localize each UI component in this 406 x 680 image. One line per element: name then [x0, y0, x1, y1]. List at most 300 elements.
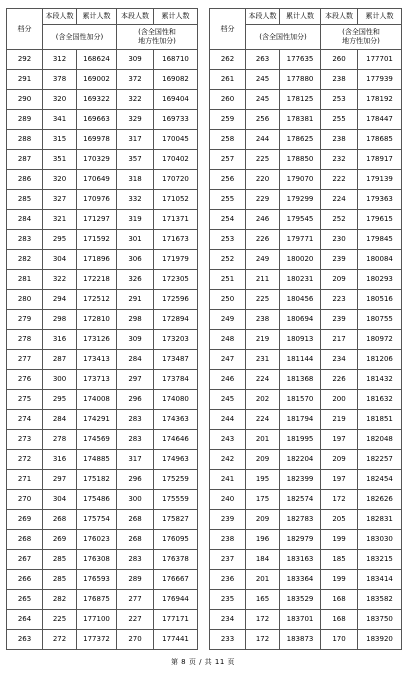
segment-count-local-cell: 226 [321, 370, 358, 390]
segment-count-local-cell: 298 [117, 310, 154, 330]
table-row [7, 570, 198, 590]
cumulative-count-cell: 182204 [280, 450, 321, 470]
score-cell: 238 [210, 530, 246, 550]
table-row [7, 630, 198, 650]
segment-count-local-cell: 301 [117, 230, 154, 250]
segment-count-local-cell: 239 [321, 310, 358, 330]
table-row [7, 410, 198, 430]
cumulative-count-local-cell: 177441 [154, 630, 198, 650]
score-cell: 279 [7, 310, 43, 330]
cumulative-count-local-cell: 171052 [154, 190, 198, 210]
segment-count-cell: 320 [43, 90, 77, 110]
segment-count-cell: 285 [43, 570, 77, 590]
score-cell: 257 [210, 150, 246, 170]
table-row [210, 50, 402, 70]
table-row [7, 430, 198, 450]
cumulative-count-local-cell: 180293 [358, 270, 402, 290]
segment-count-local-cell: 284 [117, 350, 154, 370]
segment-count-local-cell: 332 [117, 190, 154, 210]
cumulative-count-cell: 171592 [77, 230, 117, 250]
header-note-national-local [321, 25, 402, 50]
segment-count-local-cell: 255 [321, 110, 358, 130]
segment-count-cell: 282 [43, 590, 77, 610]
segment-count-cell: 316 [43, 330, 77, 350]
table-row [7, 370, 198, 390]
segment-count-local-cell: 224 [321, 190, 358, 210]
cumulative-count-local-cell: 172894 [154, 310, 198, 330]
header-segment-count: 本段人数 [117, 9, 154, 25]
header-cumulative-count: 累计人数 [358, 9, 402, 25]
score-cell: 287 [7, 150, 43, 170]
cumulative-count-cell: 177880 [280, 70, 321, 90]
segment-count-cell: 295 [43, 230, 77, 250]
segment-count-local-cell: 222 [321, 170, 358, 190]
cumulative-count-cell: 178625 [280, 130, 321, 150]
segment-count-cell: 312 [43, 50, 77, 70]
cumulative-count-cell: 176593 [77, 570, 117, 590]
table-row [7, 510, 198, 530]
header-score: 档分 [210, 9, 246, 50]
cumulative-count-local-cell: 168710 [154, 50, 198, 70]
segment-count-local-cell: 309 [117, 50, 154, 70]
score-cell: 260 [210, 90, 246, 110]
header-cumulative-count: 累计人数 [77, 9, 117, 25]
score-cell: 241 [210, 470, 246, 490]
cumulative-count-cell: 174008 [77, 390, 117, 410]
cumulative-count-cell: 179299 [280, 190, 321, 210]
cumulative-count-local-cell: 182454 [358, 470, 402, 490]
segment-count-local-cell: 197 [321, 470, 358, 490]
score-cell: 274 [7, 410, 43, 430]
cumulative-count-local-cell: 182626 [358, 490, 402, 510]
segment-count-cell: 196 [246, 530, 280, 550]
segment-count-cell: 294 [43, 290, 77, 310]
score-cell: 234 [210, 610, 246, 630]
cumulative-count-local-cell: 182257 [358, 450, 402, 470]
cumulative-count-cell: 176308 [77, 550, 117, 570]
score-cell: 290 [7, 90, 43, 110]
table-row [7, 150, 198, 170]
cumulative-count-local-cell: 180755 [358, 310, 402, 330]
table-row [7, 470, 198, 490]
table-row [7, 210, 198, 230]
cumulative-count-local-cell: 175827 [154, 510, 198, 530]
page-footer: 第 8 页 / 共 11 页 [170, 658, 236, 666]
header-cumulative-count: 累计人数 [280, 9, 321, 25]
segment-count-cell: 351 [43, 150, 77, 170]
score-cell: 258 [210, 130, 246, 150]
score-cell: 255 [210, 190, 246, 210]
table-row [7, 230, 198, 250]
cumulative-count-cell: 172512 [77, 290, 117, 310]
cumulative-count-local-cell: 182048 [358, 430, 402, 450]
segment-count-cell: 219 [246, 330, 280, 350]
table-row [210, 250, 402, 270]
cumulative-count-cell: 172218 [77, 270, 117, 290]
segment-count-local-cell: 238 [321, 70, 358, 90]
cumulative-count-cell: 170329 [77, 150, 117, 170]
score-table-right [209, 8, 402, 650]
cumulative-count-local-cell: 181432 [358, 370, 402, 390]
cumulative-count-cell: 179070 [280, 170, 321, 190]
score-cell: 277 [7, 350, 43, 370]
cumulative-count-cell: 178381 [280, 110, 321, 130]
cumulative-count-local-cell: 183414 [358, 570, 402, 590]
header-segment-count: 本段人数 [43, 9, 77, 25]
table-row [210, 330, 402, 350]
table-row [210, 270, 402, 290]
cumulative-count-cell: 182399 [280, 470, 321, 490]
segment-count-cell: 295 [43, 390, 77, 410]
table-row [7, 270, 198, 290]
table-row [210, 110, 402, 130]
segment-count-local-cell: 227 [117, 610, 154, 630]
table-row [210, 490, 402, 510]
score-cell: 281 [7, 270, 43, 290]
segment-count-local-cell: 199 [321, 570, 358, 590]
cumulative-count-local-cell: 181851 [358, 410, 402, 430]
table-row [7, 490, 198, 510]
segment-count-cell: 304 [43, 490, 77, 510]
cumulative-count-local-cell: 173784 [154, 370, 198, 390]
cumulative-count-cell: 183701 [280, 610, 321, 630]
segment-count-local-cell: 306 [117, 250, 154, 270]
segment-count-local-cell: 317 [117, 450, 154, 470]
cumulative-count-local-cell: 179363 [358, 190, 402, 210]
score-cell: 272 [7, 450, 43, 470]
segment-count-cell: 285 [43, 550, 77, 570]
segment-count-cell: 225 [246, 290, 280, 310]
cumulative-count-cell: 177635 [280, 50, 321, 70]
segment-count-cell: 209 [246, 450, 280, 470]
cumulative-count-cell: 182574 [280, 490, 321, 510]
cumulative-count-local-cell: 175259 [154, 470, 198, 490]
table-body-left [7, 50, 198, 650]
segment-count-local-cell: 232 [321, 150, 358, 170]
segment-count-cell: 322 [43, 270, 77, 290]
cumulative-count-local-cell: 174080 [154, 390, 198, 410]
score-cell: 237 [210, 550, 246, 570]
segment-count-local-cell: 238 [321, 130, 358, 150]
cumulative-count-cell: 182783 [280, 510, 321, 530]
cumulative-count-cell: 171896 [77, 250, 117, 270]
segment-count-local-cell: 329 [117, 110, 154, 130]
header-segment-count: 本段人数 [321, 9, 358, 25]
score-cell: 291 [7, 70, 43, 90]
segment-count-local-cell: 319 [117, 210, 154, 230]
table-body-right [210, 50, 402, 650]
segment-count-cell: 320 [43, 170, 77, 190]
cumulative-count-local-cell: 177939 [358, 70, 402, 90]
segment-count-cell: 229 [246, 190, 280, 210]
cumulative-count-local-cell: 170045 [154, 130, 198, 150]
score-cell: 245 [210, 390, 246, 410]
segment-count-local-cell: 268 [117, 510, 154, 530]
table-row [210, 210, 402, 230]
cumulative-count-local-cell: 174963 [154, 450, 198, 470]
segment-count-local-cell: 239 [321, 250, 358, 270]
segment-count-local-cell: 326 [117, 270, 154, 290]
cumulative-count-cell: 181368 [280, 370, 321, 390]
cumulative-count-cell: 177100 [77, 610, 117, 630]
header-score: 档分 [7, 9, 43, 50]
segment-count-cell: 244 [246, 130, 280, 150]
table-row [7, 110, 198, 130]
segment-count-local-cell: 209 [321, 270, 358, 290]
table-row [7, 170, 198, 190]
segment-count-local-cell: 317 [117, 130, 154, 150]
segment-count-cell: 245 [246, 90, 280, 110]
table-row [210, 70, 402, 90]
cumulative-count-local-cell: 169733 [154, 110, 198, 130]
score-cell: 276 [7, 370, 43, 390]
segment-count-local-cell: 322 [117, 90, 154, 110]
header-note-line2: 地方性加分) [342, 37, 380, 45]
cumulative-count-local-cell: 176667 [154, 570, 198, 590]
cumulative-count-cell: 173413 [77, 350, 117, 370]
table-row [7, 390, 198, 410]
table-row [7, 190, 198, 210]
cumulative-count-cell: 182979 [280, 530, 321, 550]
segment-count-local-cell: 223 [321, 290, 358, 310]
segment-count-local-cell: 197 [321, 430, 358, 450]
score-cell: 253 [210, 230, 246, 250]
table-row [210, 530, 402, 550]
segment-count-local-cell: 297 [117, 370, 154, 390]
score-cell: 244 [210, 410, 246, 430]
segment-count-cell: 184 [246, 550, 280, 570]
table-row [210, 630, 402, 650]
segment-count-cell: 195 [246, 470, 280, 490]
score-cell: 278 [7, 330, 43, 350]
score-cell: 236 [210, 570, 246, 590]
segment-count-cell: 201 [246, 570, 280, 590]
segment-count-cell: 256 [246, 110, 280, 130]
segment-count-local-cell: 318 [117, 170, 154, 190]
score-cell: 270 [7, 490, 43, 510]
table-row [210, 350, 402, 370]
segment-count-local-cell: 357 [117, 150, 154, 170]
score-cell: 252 [210, 250, 246, 270]
cumulative-count-local-cell: 179139 [358, 170, 402, 190]
table-row [210, 390, 402, 410]
segment-count-local-cell: 291 [117, 290, 154, 310]
score-cell: 263 [7, 630, 43, 650]
table-row [7, 250, 198, 270]
cumulative-count-cell: 181144 [280, 350, 321, 370]
score-cell: 233 [210, 630, 246, 650]
segment-count-local-cell: 253 [321, 90, 358, 110]
cumulative-count-local-cell: 178917 [358, 150, 402, 170]
score-cell: 262 [210, 50, 246, 70]
segment-count-local-cell: 277 [117, 590, 154, 610]
cumulative-count-local-cell: 183215 [358, 550, 402, 570]
score-table-left [6, 8, 198, 650]
table-row [210, 370, 402, 390]
segment-count-local-cell: 172 [321, 490, 358, 510]
table-row [7, 50, 198, 70]
cumulative-count-cell: 173713 [77, 370, 117, 390]
cumulative-count-local-cell: 181632 [358, 390, 402, 410]
cumulative-count-local-cell: 169404 [154, 90, 198, 110]
table-row [7, 610, 198, 630]
table-row [210, 590, 402, 610]
score-cell: 288 [7, 130, 43, 150]
segment-count-local-cell: 209 [321, 450, 358, 470]
cumulative-count-cell: 169322 [77, 90, 117, 110]
segment-count-cell: 201 [246, 430, 280, 450]
cumulative-count-local-cell: 183750 [358, 610, 402, 630]
cumulative-count-cell: 180913 [280, 330, 321, 350]
segment-count-local-cell: 199 [321, 530, 358, 550]
cumulative-count-local-cell: 183920 [358, 630, 402, 650]
cumulative-count-cell: 181794 [280, 410, 321, 430]
segment-count-cell: 175 [246, 490, 280, 510]
segment-count-cell: 272 [43, 630, 77, 650]
cumulative-count-local-cell: 177171 [154, 610, 198, 630]
segment-count-local-cell: 252 [321, 210, 358, 230]
score-cell: 264 [7, 610, 43, 630]
cumulative-count-local-cell: 183030 [358, 530, 402, 550]
cumulative-count-cell: 168624 [77, 50, 117, 70]
score-cell: 275 [7, 390, 43, 410]
score-cell: 249 [210, 310, 246, 330]
segment-count-local-cell: 168 [321, 610, 358, 630]
table-row [210, 610, 402, 630]
cumulative-count-local-cell: 172305 [154, 270, 198, 290]
cumulative-count-cell: 172810 [77, 310, 117, 330]
cumulative-count-local-cell: 172596 [154, 290, 198, 310]
segment-count-local-cell: 270 [117, 630, 154, 650]
segment-count-cell: 224 [246, 410, 280, 430]
segment-count-cell: 231 [246, 350, 280, 370]
table-row [7, 70, 198, 90]
table-row [7, 590, 198, 610]
table-row [210, 410, 402, 430]
score-cell: 289 [7, 110, 43, 130]
segment-count-cell: 378 [43, 70, 77, 90]
table-row [210, 230, 402, 250]
header-note-line1: (含全国性和 [138, 28, 176, 36]
segment-count-local-cell: 296 [117, 470, 154, 490]
cumulative-count-cell: 173126 [77, 330, 117, 350]
segment-count-cell: 263 [246, 50, 280, 70]
cumulative-count-cell: 174569 [77, 430, 117, 450]
cumulative-count-local-cell: 180516 [358, 290, 402, 310]
score-cell: 242 [210, 450, 246, 470]
segment-count-local-cell: 296 [117, 390, 154, 410]
cumulative-count-cell: 178850 [280, 150, 321, 170]
cumulative-count-local-cell: 171371 [154, 210, 198, 230]
cumulative-count-cell: 175754 [77, 510, 117, 530]
segment-count-cell: 226 [246, 230, 280, 250]
score-cell: 271 [7, 470, 43, 490]
header-note-line2: 地方性加分) [138, 37, 176, 45]
segment-count-cell: 304 [43, 250, 77, 270]
cumulative-count-local-cell: 174646 [154, 430, 198, 450]
segment-count-cell: 315 [43, 130, 77, 150]
cumulative-count-cell: 178125 [280, 90, 321, 110]
table-row [7, 130, 198, 150]
table-row [7, 290, 198, 310]
table-row [7, 330, 198, 350]
segment-count-local-cell: 372 [117, 70, 154, 90]
cumulative-count-cell: 180694 [280, 310, 321, 330]
table-row [210, 470, 402, 490]
header-note-national: (含全国性加分) [246, 25, 321, 50]
header-note-national-local [117, 25, 198, 50]
cumulative-count-local-cell: 173487 [154, 350, 198, 370]
score-cell: 250 [210, 290, 246, 310]
cumulative-count-cell: 169002 [77, 70, 117, 90]
score-cell: 284 [7, 210, 43, 230]
segment-count-cell: 209 [246, 510, 280, 530]
score-cell: 246 [210, 370, 246, 390]
table-row [210, 150, 402, 170]
score-cell: 268 [7, 530, 43, 550]
table-row [210, 310, 402, 330]
segment-count-local-cell: 234 [321, 350, 358, 370]
segment-count-local-cell: 170 [321, 630, 358, 650]
segment-count-cell: 172 [246, 610, 280, 630]
cumulative-count-cell: 179771 [280, 230, 321, 250]
segment-count-local-cell: 260 [321, 50, 358, 70]
segment-count-cell: 278 [43, 430, 77, 450]
cumulative-count-cell: 169978 [77, 130, 117, 150]
table-row [210, 550, 402, 570]
score-cell: 273 [7, 430, 43, 450]
table-row [7, 350, 198, 370]
score-cell: 240 [210, 490, 246, 510]
segment-count-local-cell: 300 [117, 490, 154, 510]
segment-count-local-cell: 205 [321, 510, 358, 530]
score-cell: 239 [210, 510, 246, 530]
segment-count-cell: 300 [43, 370, 77, 390]
segment-count-cell: 321 [43, 210, 77, 230]
segment-count-cell: 224 [246, 370, 280, 390]
score-cell: 283 [7, 230, 43, 250]
score-cell: 280 [7, 290, 43, 310]
score-cell: 259 [210, 110, 246, 130]
table-row [7, 310, 198, 330]
table-row [210, 290, 402, 310]
segment-count-cell: 249 [246, 250, 280, 270]
segment-count-cell: 225 [246, 150, 280, 170]
table-row [210, 190, 402, 210]
cumulative-count-local-cell: 175559 [154, 490, 198, 510]
segment-count-local-cell: 230 [321, 230, 358, 250]
score-cell: 251 [210, 270, 246, 290]
score-cell: 235 [210, 590, 246, 610]
cumulative-count-cell: 183529 [280, 590, 321, 610]
segment-count-local-cell: 309 [117, 330, 154, 350]
segment-count-local-cell: 200 [321, 390, 358, 410]
segment-count-cell: 284 [43, 410, 77, 430]
table-row [210, 570, 402, 590]
segment-count-cell: 202 [246, 390, 280, 410]
segment-count-cell: 287 [43, 350, 77, 370]
cumulative-count-cell: 170976 [77, 190, 117, 210]
cumulative-count-local-cell: 170720 [154, 170, 198, 190]
table-row [210, 510, 402, 530]
table-row [210, 450, 402, 470]
cumulative-count-cell: 179545 [280, 210, 321, 230]
cumulative-count-cell: 181995 [280, 430, 321, 450]
segment-count-cell: 269 [43, 530, 77, 550]
score-cell: 266 [7, 570, 43, 590]
segment-count-cell: 327 [43, 190, 77, 210]
header-segment-count: 本段人数 [246, 9, 280, 25]
